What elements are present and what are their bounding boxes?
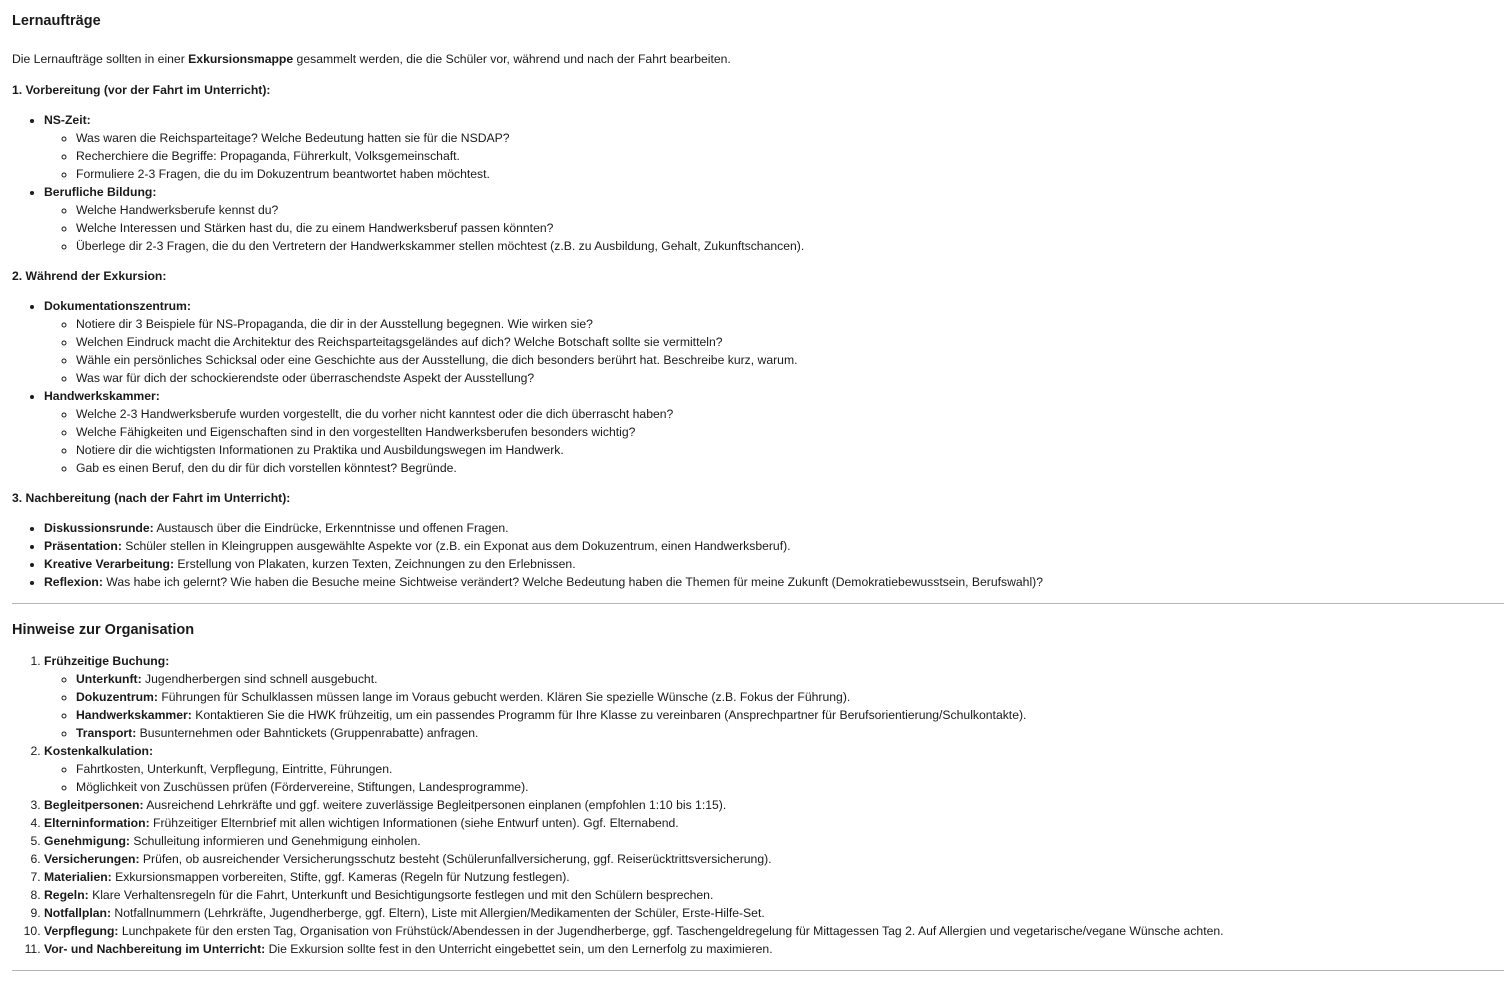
list-item [44, 555, 1504, 573]
item-label: Frühzeitige Buchung: [44, 654, 170, 668]
list-item [44, 850, 1504, 868]
group-label: Dokumentationszentrum: [44, 299, 191, 313]
item-label: Kreative Verarbeitung: [44, 557, 175, 571]
item-label: Regeln: [44, 888, 89, 902]
list-item [44, 387, 1504, 477]
item-label: Begleitpersonen: [44, 798, 144, 812]
list-item: ◦ Recherchiere die Begriffe: Propaganda, Führerkult, Volksgemeinschaft. [76, 147, 1504, 165]
item-text: Schulleitung informieren und Genehmigung einholen. [130, 834, 421, 848]
list-item [44, 297, 1504, 387]
list-item: ◦ Formuliere 2-3 Fragen, die du im Dokuzentrum beantwortet haben möchtest. [76, 165, 1504, 183]
heading-lernauftraege: Lernaufträge [12, 13, 101, 29]
item-label: Präsentation: [44, 539, 122, 553]
organisation-list [12, 652, 1504, 958]
list-item: ◦ Wähle ein persönliches Schicksal oder eine Geschichte aus der Ausstellung, die dich besonders berührt hat. Beschreibe kurz, warum. [76, 351, 1504, 369]
list-item [44, 832, 1504, 850]
item-text: Was habe ich gelernt? Wie haben die Besuche meine Sichtweise verändert? Welche Bedeutung haben die Themen für meine Zukunft (Demokratiebewusstsein, Berufswahl)? [102, 575, 1044, 589]
item-label: Diskussionsrunde: [44, 521, 154, 535]
item-label: Elterninformation: [44, 816, 150, 830]
item-text: Exkursionsmappen vorbereiten, Stifte, ggf. Kameras (Regeln für Nutzung festlegen). [111, 870, 570, 884]
divider [12, 970, 1504, 971]
list-item [44, 183, 1504, 255]
intro-prefix: Die Lernaufträge sollten in einer [12, 52, 189, 66]
item-text: Klare Verhaltensregeln für die Fahrt, Unterkunft und Besichtigungsorte festlegen und mit den Schülern besprechen. [88, 888, 714, 902]
list-item: ◦ Fahrtkosten, Unterkunft, Verpflegung, Eintritte, Führungen. [76, 760, 1504, 778]
item-label: Reflexion: [44, 575, 103, 589]
list-item [44, 652, 1504, 742]
list-item: ◦ Welchen Eindruck macht die Architektur des Reichsparteitagsgeländes auf dich? Welche Botschaft sollte sie vermitteln? [76, 333, 1504, 351]
item-label: Verpflegung: [44, 924, 119, 938]
item-text: Austausch über die Eindrücke, Erkenntnisse und offenen Fragen. [153, 521, 509, 535]
list-item [44, 904, 1504, 922]
intro-suffix: gesammelt werden, die die Schüler vor, während und nach der Fahrt bearbeiten. [293, 52, 731, 66]
item-label: Dokuzentrum: [76, 690, 158, 704]
list-item [44, 111, 1504, 183]
list-item [76, 688, 1504, 706]
list-item: ◦ Was war für dich der schockierendste oder überraschendste Aspekt der Ausstellung? [76, 369, 1504, 387]
list-item [44, 742, 1504, 796]
list-item [44, 537, 1504, 555]
item-text: Die Exkursion sollte fest in den Unterricht eingebettet sein, um den Lernerfolg zu maximieren. [265, 942, 773, 956]
item-label: Versicherungen: [44, 852, 140, 866]
item-text: Notfallnummern (Lehrkräfte, Jugendherberge, ggf. Eltern), Liste mit Allergien/Medikamenten der Schüler, Erste-Hilfe-Set. [111, 906, 765, 920]
item-text: Schüler stellen in Kleingruppen ausgewählte Aspekte vor (z.B. ein Exponat aus dem Dokuzentrum, einen Handwerksberuf). [121, 539, 791, 553]
intro-paragraph [12, 30, 1504, 68]
group-label: NS-Zeit: [44, 113, 91, 127]
list-item [44, 796, 1504, 814]
intro-bold: Exkursionsmappe [188, 52, 294, 66]
item-label: Materialien: [44, 870, 112, 884]
list-item: ◦ Welche Fähigkeiten und Eigenschaften sind in den vorgestellten Handwerksberufen besonders wichtig? [76, 423, 1504, 441]
list-item [76, 670, 1504, 688]
list-item: ◦ Was waren die Reichsparteitage? Welche Bedeutung hatten sie für die NSDAP? [76, 129, 1504, 147]
item-text: Jugendherbergen sind schnell ausgebucht. [141, 672, 378, 686]
section-heading-3: 3. Nachbereitung (nach der Fahrt im Unterricht): [12, 491, 291, 505]
list-item [76, 706, 1504, 724]
item-text: Erstellung von Plakaten, kurzen Texten, Zeichnungen zu den Erlebnissen. [174, 557, 576, 571]
list-item: ◦ Notiere dir die wichtigsten Informationen zu Praktika und Ausbildungswegen im Handwerk. [76, 441, 1504, 459]
section-heading-2: 2. Während der Exkursion: [12, 269, 167, 283]
item-label: Handwerkskammer: [76, 708, 192, 722]
section-2-list [12, 297, 1504, 477]
item-label: Vor- und Nachbereitung im Unterricht: [44, 942, 266, 956]
item-text: Lunchpakete für den ersten Tag, Organisation von Frühstück/Abendessen in der Jugendherberge, ggf. Taschengeldregelung für Mittagessen Tag 2. Auf Allergien und vegetarische/vegane Wünsche achten. [118, 924, 1224, 938]
item-label: Kostenkalkulation: [44, 744, 154, 758]
list-item [44, 940, 1504, 958]
item-label: Genehmigung: [44, 834, 130, 848]
section-heading-1: 1. Vorbereitung (vor der Fahrt im Unterricht): [12, 83, 271, 97]
list-item [44, 814, 1504, 832]
list-item: ◦ Welche Handwerksberufe kennst du? [76, 201, 1504, 219]
list-item: ◦ Notiere dir 3 Beispiele für NS-Propaganda, die dir in der Ausstellung begegnen. Wie wirken sie? [76, 315, 1504, 333]
list-item [44, 886, 1504, 904]
group-label: Berufliche Bildung: [44, 185, 157, 199]
list-item: ◦ Welche 2-3 Handwerksberufe wurden vorgestellt, die du vorher nicht kanntest oder die dich überrascht haben? [76, 405, 1504, 423]
item-text: Frühzeitiger Elternbrief mit allen wichtigen Informationen (siehe Entwurf unten). Ggf. Elternabend. [149, 816, 679, 830]
item-label: Unterkunft: [76, 672, 142, 686]
item-text: Kontaktieren Sie die HWK frühzeitig, um ein passendes Programm für Ihre Klasse zu vereinbaren (Ansprechpartner für Berufsorientierung/Schulkontakte). [191, 708, 1027, 722]
list-item [76, 724, 1504, 742]
list-item: ◦ Gab es einen Beruf, den du dir für dich vorstellen könntest? Begründe. [76, 459, 1504, 477]
list-item [44, 868, 1504, 886]
item-text: Ausreichend Lehrkräfte und ggf. weitere zuverlässige Begleitpersonen einplanen (empfohlen 1:10 bis 1:15). [143, 798, 727, 812]
item-label: Transport: [76, 726, 137, 740]
item-text: Prüfen, ob ausreichender Versicherungsschutz besteht (Schülerunfallversicherung, ggf. Reiserücktrittsversicherung). [139, 852, 772, 866]
section-1-list [12, 111, 1504, 255]
list-item: ◦ Überlege dir 2-3 Fragen, die du den Vertretern der Handwerkskammer stellen möchtest (z.B. zu Ausbildung, Gehalt, Zukunftschancen). [76, 237, 1504, 255]
section-3-list [12, 519, 1504, 591]
list-item: ◦ Möglichkeit von Zuschüssen prüfen (Fördervereine, Stiftungen, Landesprogramme). [76, 778, 1504, 796]
list-item [44, 519, 1504, 537]
item-text: Busunternehmen oder Bahntickets (Gruppenrabatte) anfragen. [136, 726, 479, 740]
list-item [44, 573, 1504, 591]
list-item [44, 922, 1504, 940]
list-item: ◦ Welche Interessen und Stärken hast du, die zu einem Handwerksberuf passen könnten? [76, 219, 1504, 237]
group-label: Handwerkskammer: [44, 389, 160, 403]
item-label: Notfallplan: [44, 906, 112, 920]
heading-organisation: Hinweise zur Organisation [12, 622, 195, 638]
item-text: Führungen für Schulklassen müssen lange im Voraus gebucht werden. Klären Sie spezielle Wünsche (z.B. Fokus der Führung). [157, 690, 851, 704]
